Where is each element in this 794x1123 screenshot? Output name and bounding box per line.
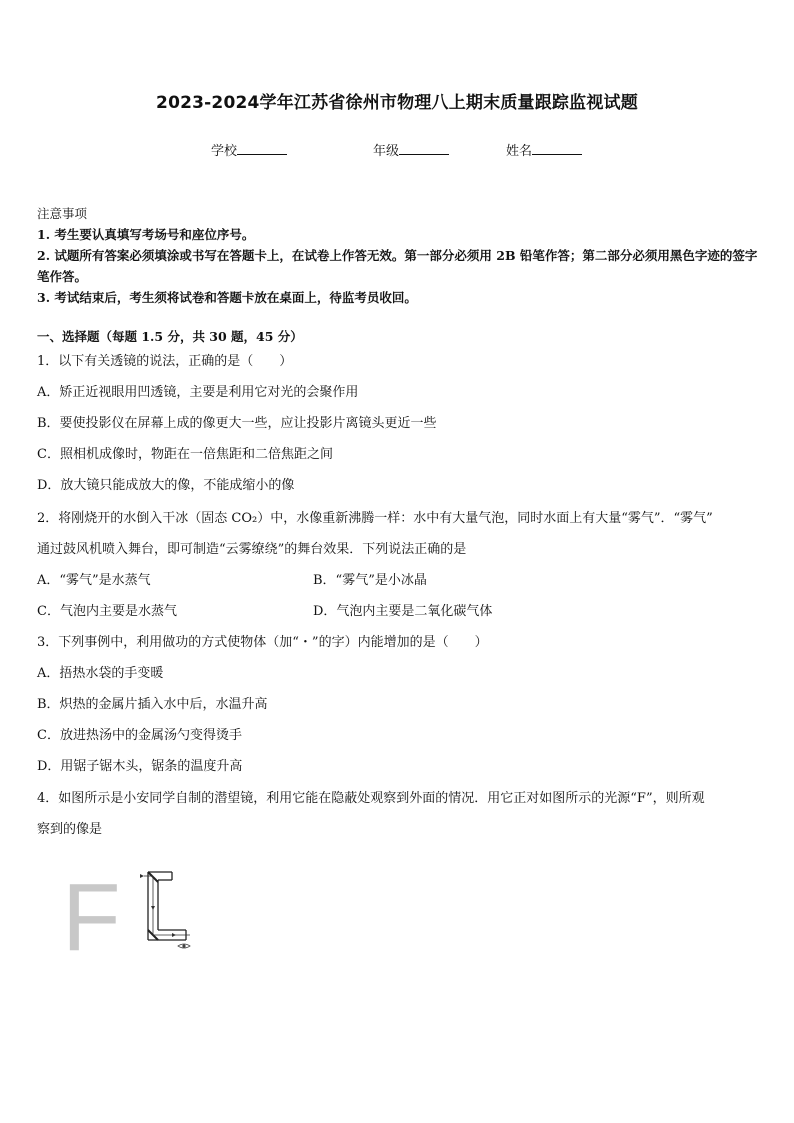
school-label: 学校 [211,144,238,159]
notice-item: 2. 试题所有答案必须填涂或书写在答题卡上，在试卷上作答无效。第一部分必须用 2B 铅笔作答；第二部分必须用黑色字迹的签字笔作答。 [37,248,758,284]
option-c: C．照相机成像时，物距在一倍焦距和二倍焦距之间 [37,447,333,462]
option-b: B．炽热的金属片插入水中后，水温升高 [37,697,268,712]
option-c: C．放进热汤中的金属汤勺变得烫手 [37,728,242,743]
question-4 [37,783,759,845]
question-stem: 4．如图所示是小安同学自制的潜望镜，利用它能在隐蔽处观察到外面的情况．用它正对如图所示的光源“F”，则所观 [37,791,705,806]
school-field [211,140,287,159]
light-source-f: F [62,868,121,958]
option-b: B．要使投影仪在屏幕上成的像更大一些，应让投影片离镜头更近一些 [37,416,437,431]
option-d: D．气泡内主要是二氧化碳气体 [313,604,493,619]
option-d: D．放大镜只能成放大的像，不能成缩小的像 [37,478,295,493]
question-stem-cont: 通过鼓风机喷入舞台，即可制造“云雾缭绕”的舞台效果．下列说法正确的是 [37,542,467,557]
section-heading: 一、选择题（每题 1.5 分，共 30 题，45 分） [37,329,303,344]
notice-heading: 注意事项 [37,206,88,221]
option-c: C．气泡内主要是水蒸气 [37,604,177,619]
page-title: 2023-2024学年江苏省徐州市物理八上期末质量跟踪监视试题 [156,93,638,113]
question-stem: 2．将刚烧开的水倒入干冰（固态 CO₂）中，水像重新沸腾一样：水中有大量气泡，同时水面上有大量“雾气”．“雾气” [37,511,713,526]
option-a: A．“雾气”是水蒸气 [37,573,151,588]
periscope-diagram [60,868,200,958]
option-b: B．“雾气”是小冰晶 [313,573,427,588]
school-blank [237,142,287,155]
name-blank [532,142,582,155]
name-label: 姓名 [506,144,533,159]
option-row [37,596,759,627]
periscope-figure [60,868,200,958]
grade-field [373,140,449,159]
notice-item: 1. 考生要认真填写考场号和座位序号。 [37,227,255,242]
question-stem: 1．以下有关透镜的说法，正确的是（ ） [37,354,293,369]
notice-item: 3. 考试结束后，考生须将试卷和答题卡放在桌面上，待监考员收回。 [37,290,417,305]
light-ray [144,876,190,935]
option-a: A．捂热水袋的手变暖 [37,666,164,681]
eye-icon [178,944,190,948]
question-stem-cont: 察到的像是 [37,822,103,837]
grade-label: 年级 [373,144,400,159]
option-d: D．用锯子锯木头，锯条的温度升高 [37,759,243,774]
option-row [37,565,759,596]
name-field [506,140,582,159]
question-3 [37,627,759,782]
question-stem: 3．下列事例中，利用做功的方式使物体（加“・”的字）内能增加的是（ ） [37,635,488,650]
notice-block [37,203,759,308]
grade-blank [399,142,449,155]
question-1 [37,346,759,501]
question-2 [37,503,759,627]
option-a: A．矫正近视眼用凹透镜，主要是利用它对光的会聚作用 [37,385,359,400]
